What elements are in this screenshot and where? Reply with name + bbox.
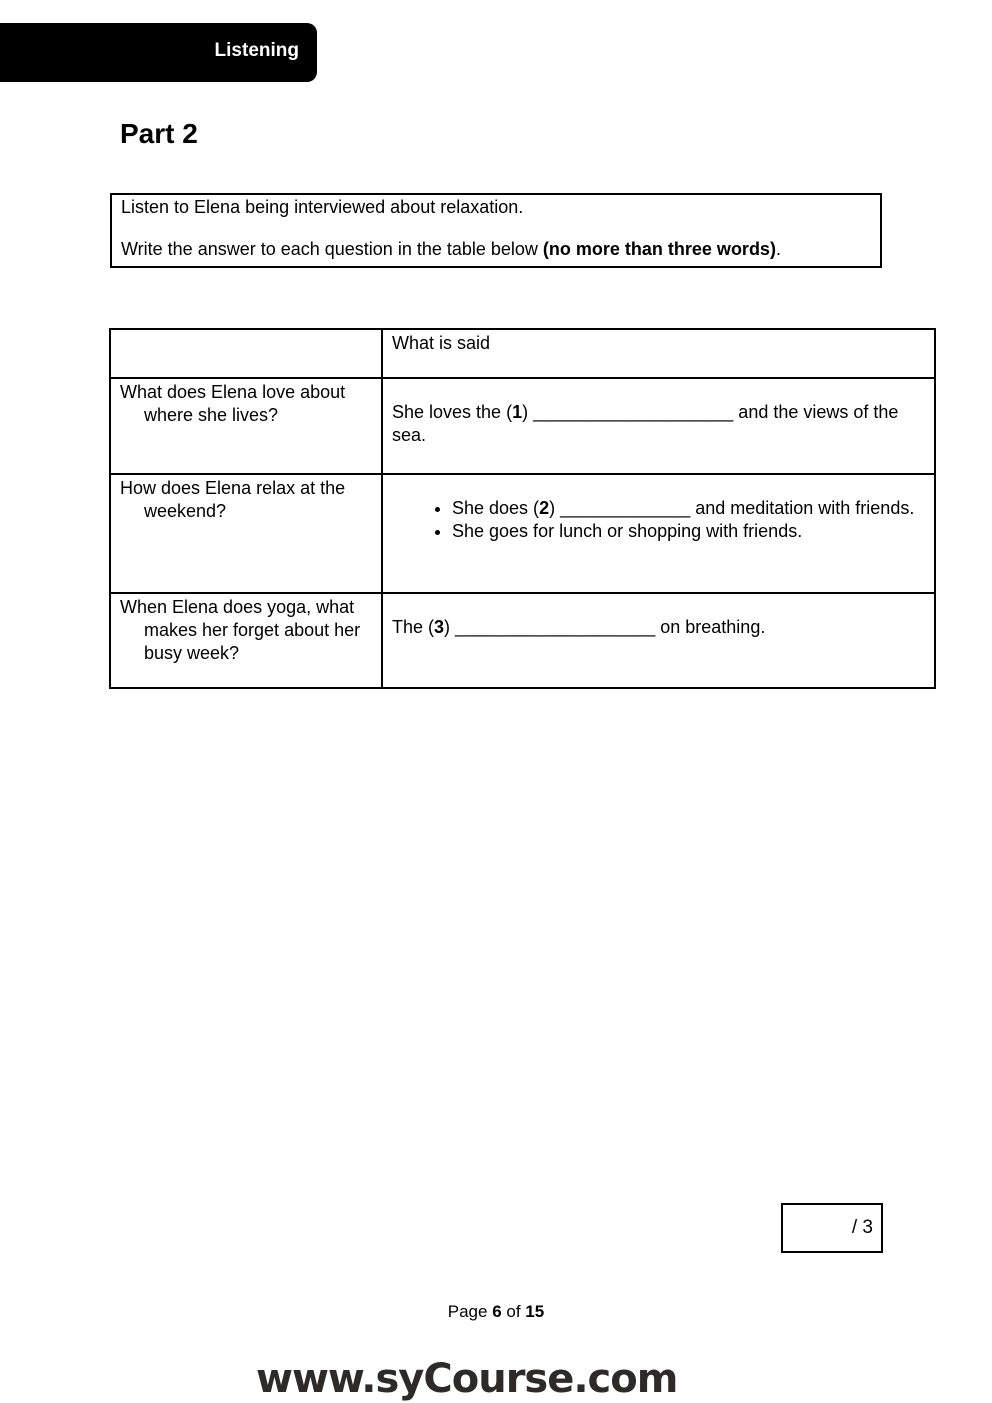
score-total: / 3 [851, 1217, 873, 1238]
answer-blank[interactable]: ) ____________________ and the views of the sea. [392, 402, 899, 445]
instructions-box [110, 193, 882, 268]
instruction-emphasis: (no more than three words) [542, 239, 776, 259]
instruction-line-1: Listen to Elena being interviewed about relaxation. [121, 197, 524, 217]
table-header-row [110, 329, 935, 378]
page-label: Page [447, 1302, 493, 1321]
table-row [110, 474, 935, 593]
header-cell: What is said [382, 329, 935, 378]
answer-blank[interactable]: ) ____________________ on breathing. [444, 617, 766, 637]
question-text: When Elena does yoga, what makes her forget about her busy week? [120, 597, 361, 663]
table-row [110, 593, 935, 688]
header-cell [110, 329, 382, 378]
answer-cell[interactable] [382, 474, 935, 593]
answer-text: The ( [392, 617, 435, 637]
instruction-line-2 [121, 239, 781, 260]
current-page: 6 [492, 1302, 502, 1321]
bullet-item[interactable] [452, 497, 925, 520]
question-table [109, 328, 936, 689]
question-text: How does Elena relax at the weekend? [120, 478, 346, 521]
answer-text: She does ( [452, 498, 540, 518]
question-number: 3 [434, 617, 445, 637]
answer-cell[interactable] [382, 593, 935, 688]
part-title: Part 2 [120, 118, 198, 149]
table-row [110, 378, 935, 474]
section-tab-label: Listening [214, 40, 299, 61]
question-number: 1 [512, 402, 523, 422]
total-pages: 15 [525, 1302, 545, 1321]
question-number: 2 [539, 498, 550, 518]
instruction-text: Write the answer to each question in the table below [121, 239, 543, 259]
bullet-item: • She goes for lunch or shopping with friends. [452, 520, 925, 543]
answer-text: She loves the ( [392, 402, 513, 422]
answer-cell[interactable] [382, 378, 935, 474]
answer-blank[interactable]: ) _____________ and meditation with friends. [549, 498, 915, 518]
question-text: What does Elena love about where she lives? [120, 382, 346, 425]
instruction-text: . [775, 239, 781, 259]
score-box [781, 1203, 883, 1253]
page-number [0, 1302, 992, 1322]
watermark: www.syCourse.com [256, 1356, 678, 1402]
page-label: of [501, 1302, 526, 1321]
section-tab [0, 23, 317, 82]
